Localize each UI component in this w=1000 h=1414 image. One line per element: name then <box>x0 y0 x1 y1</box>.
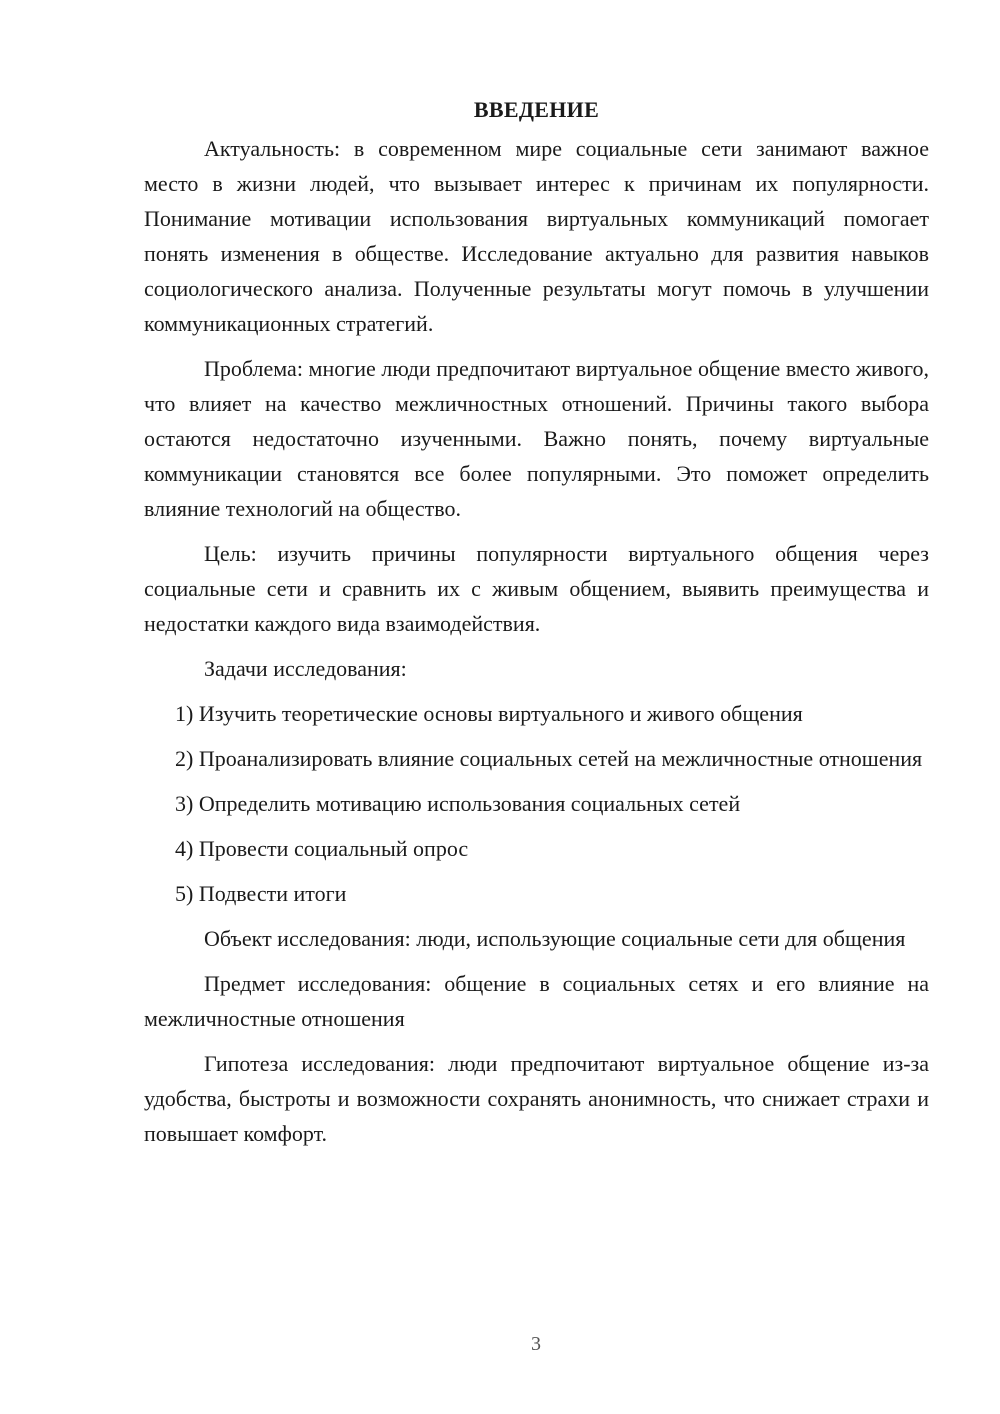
paragraph-relevance: Актуальность: в современном мире социальные сети занимают важное место в жизни людей, что вызывает интерес к причинам их популярности. Понимание мотивации использования виртуальных коммуникаций помогает понять изменения в обществе. Исследование актуально для развития навыков социологического анализа. Полученные результаты могут помочь в улучшении коммуникационных стратегий. <box>144 136 929 336</box>
paragraph-problem: Проблема: многие люди предпочитают виртуальное общение вместо живого, что влияет на качество межличностных отношений. Причины такого выбора остаются недостаточно изученными. Важно понять, почему виртуальные коммуникации становятся все более популярными. Это поможет определить влияние технологий на общество. <box>144 356 929 521</box>
page-number: 3 <box>531 1333 541 1355</box>
task-item: 5) Подвести итоги <box>175 881 347 906</box>
tasks-heading: Задачи исследования: <box>204 656 407 681</box>
paragraph-subject: Предмет исследования: общение в социальных сетях и его влияние на межличностные отношения <box>144 971 929 1031</box>
paragraph-object: Объект исследования: люди, использующие социальные сети для общения <box>204 926 906 951</box>
task-item: 2) Проанализировать влияние социальных сетей на межличностные отношения <box>175 746 923 771</box>
page-content <box>144 95 929 1161</box>
task-item: 4) Провести социальный опрос <box>175 836 469 861</box>
paragraph-goal: Цель: изучить причины популярности виртуального общения через социальные сети и сравнить их с живым общением, выявить преимущества и недостатки каждого вида взаимодействия. <box>144 541 929 636</box>
task-item: 3) Определить мотивацию использования социальных сетей <box>175 791 741 816</box>
paragraph-hypothesis: Гипотеза исследования: люди предпочитают виртуальное общение из-за удобства, быстроты и возможности сохранять анонимность, что снижает страхи и повышает комфорт. <box>144 1051 929 1146</box>
task-item: 1) Изучить теоретические основы виртуального и живого общения <box>175 701 803 726</box>
section-title: ВВЕДЕНИЕ <box>473 97 600 122</box>
